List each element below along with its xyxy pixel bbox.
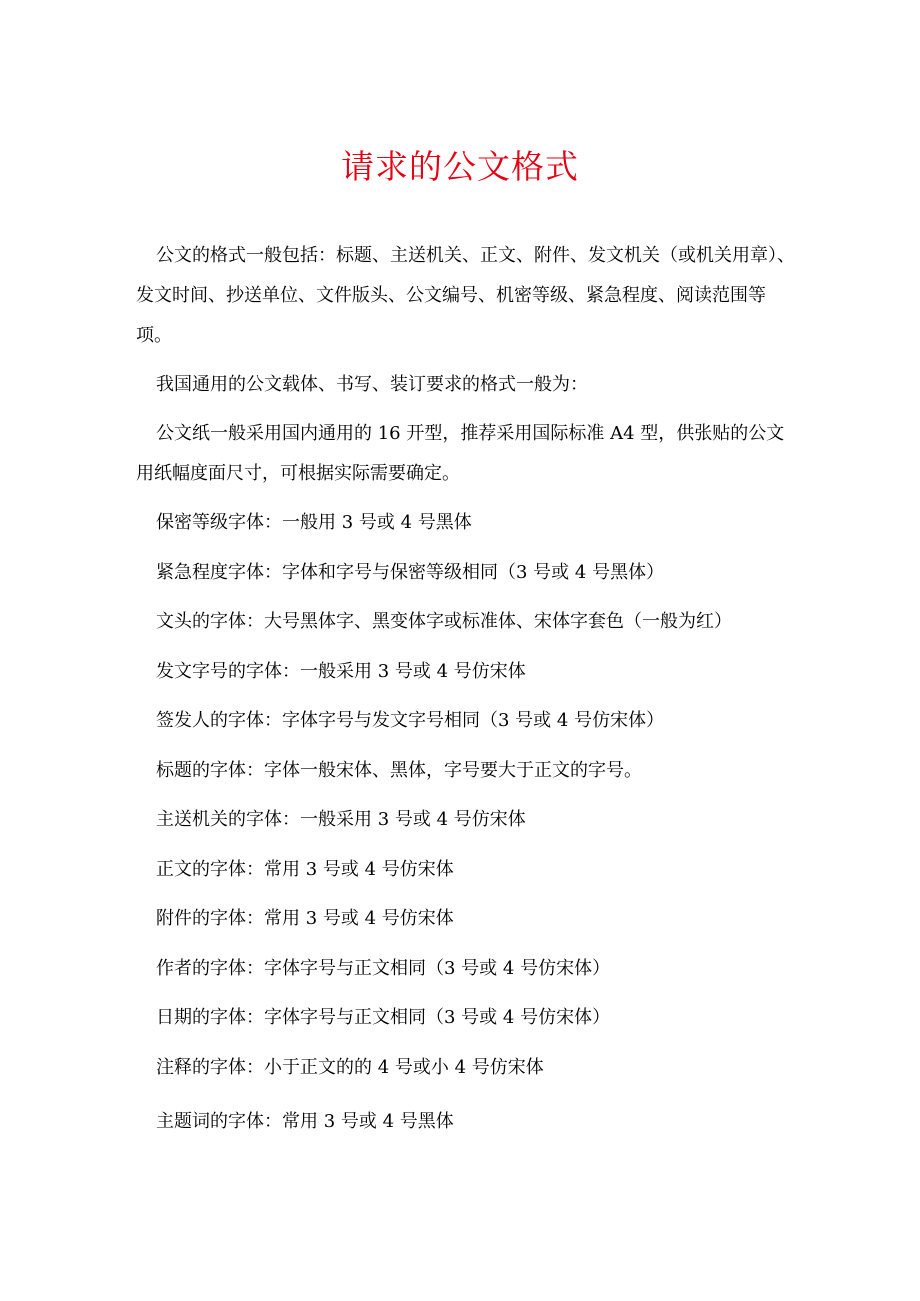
font-rule-title: 标题的字体：字体一般宋体、黑体，字号要大于正文的字号。 [156,759,642,781]
font-rule-annotation: 注释的字体：小于正文的的 4 号或小 4 号仿宋体 [156,1056,544,1078]
font-rule-letterhead: 文头的字体：大号黑体字、黑变体字或标准体、宋体字套色（一般为红） [156,611,732,632]
font-rule-author: 作者的字体：字体字号与正文相同（3 号或 4 号仿宋体） [156,957,611,979]
font-rule-secrecy-level: 保密等级字体：一般用 3 号或 4 号黑体 [156,512,472,533]
font-rule-signer: 签发人的字体：字体字号与发文字号相同（3 号或 4 号仿宋体） [156,710,665,731]
page-title: 请求的公文格式 [341,147,579,186]
document-body [136,236,796,1152]
paragraph-format-lead: 我国通用的公文载体、书写、装订要求的格式一般为： [156,374,588,395]
font-rule-subject-words: 主题词的字体：常用 3 号或 4 号黑体 [156,1111,454,1132]
font-rule-body: 正文的字体：常用 3 号或 4 号仿宋体 [156,858,454,880]
font-rule-attachment: 附件的字体：常用 3 号或 4 号仿宋体 [156,908,454,929]
paragraph-paper-size: 公文纸一般采用国内通用的 16 开型，推荐采用国际标准 A4 型，供张贴的公文用纸幅度面尺寸，可根据实际需要确定。 [136,423,785,484]
font-rule-urgency: 紧急程度字体：字体和字号与保密等级相同（3 号或 4 号黑体） [156,561,665,583]
font-rule-date: 日期的字体：字体字号与正文相同（3 号或 4 号仿宋体） [156,1007,611,1028]
font-rule-recipient: 主送机关的字体：一般采用 3 号或 4 号仿宋体 [156,809,526,830]
paragraph-intro: 公文的格式一般包括：标题、主送机关、正文、附件、发文机关（或机关用章）、发文时间、抄送单位、文件版头、公文编号、机密等级、紧急程度、阅读范围等项。 [136,245,795,346]
font-rule-document-number: 发文字号的字体：一般采用 3 号或 4 号仿宋体 [156,660,526,682]
